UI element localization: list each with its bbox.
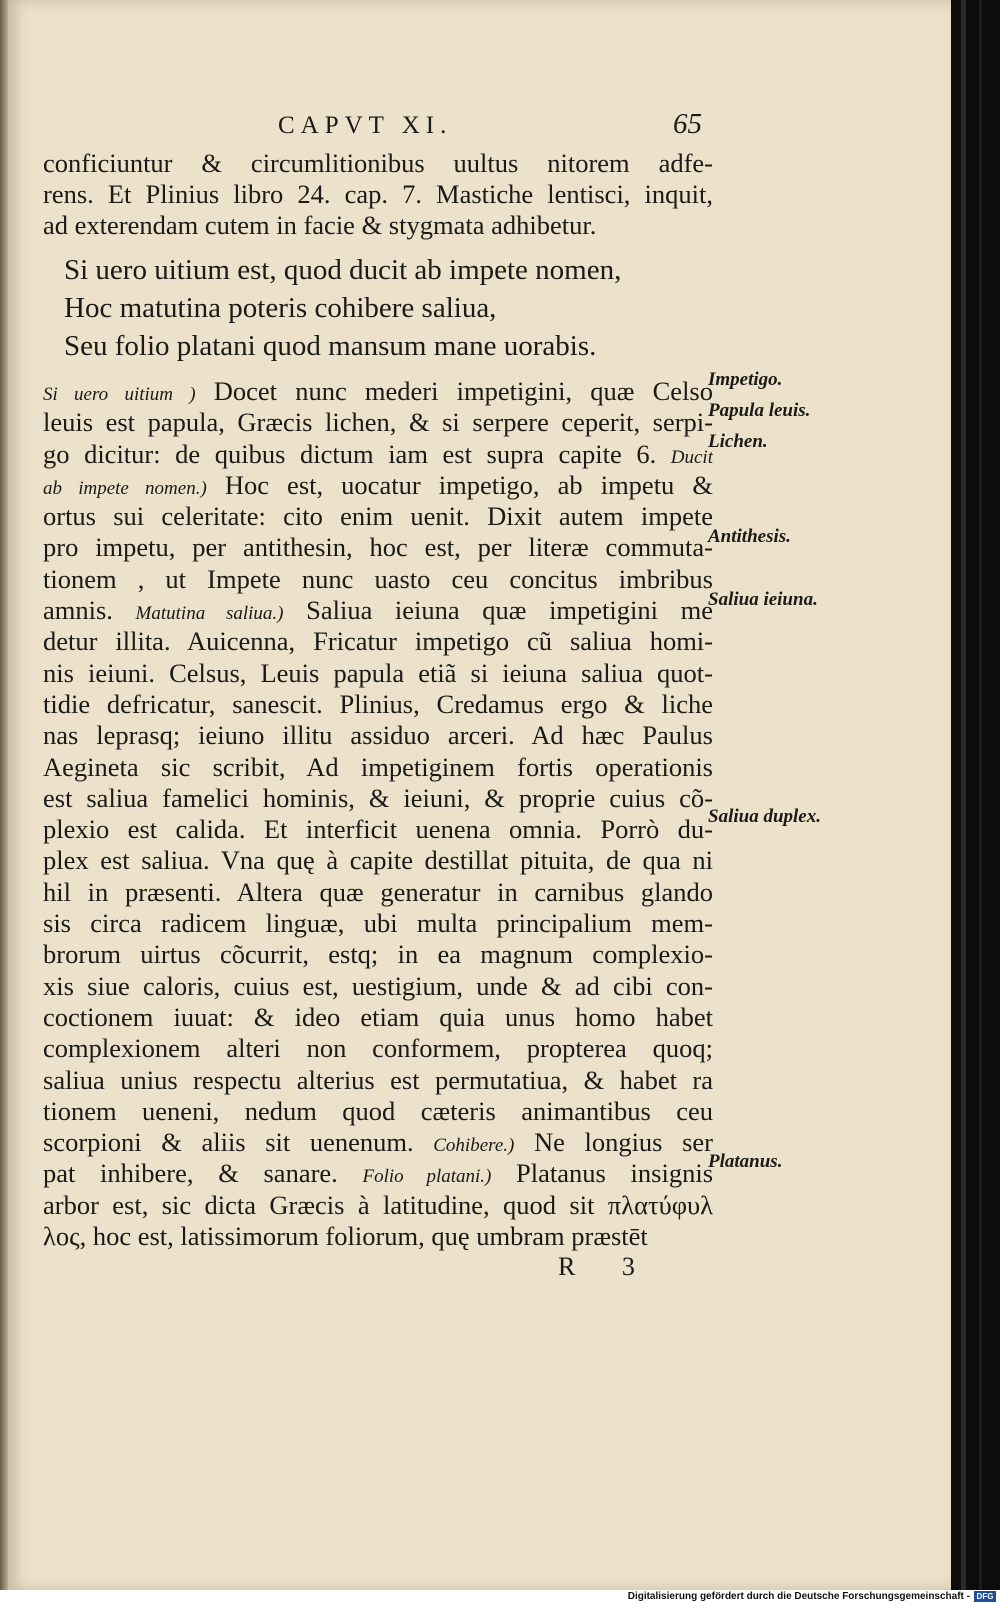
commentary-text: coctionem iuuat: & ideo etiam quia unus homo habet (43, 1001, 713, 1032)
commentary-line (43, 908, 713, 939)
commentary-line (43, 1190, 713, 1221)
lemma: ab impete nomen.) (43, 477, 207, 499)
commentary-line (43, 439, 713, 470)
commentary-line (43, 1002, 713, 1033)
commentary-line (43, 689, 713, 720)
margin-note-papula-leuis: Papula leuis. (708, 400, 811, 421)
prose-line: conficiuntur & circumlitionibus uultus nitorem adfe- (43, 148, 713, 178)
commentary-text: nas leprasq; ieiuno illitu assiduo arceri. Ad hæc Paulus (43, 720, 713, 751)
commentary-text: nis ieiuni. Celsus, Leuis papula etiã si ieiuna saliua quot- (43, 657, 713, 688)
margin-note-saliua-duplex: Saliua duplex. (708, 806, 821, 827)
commentary-text: Docet nunc mederi impetigini, quæ Celso (195, 376, 713, 406)
commentary-text: tionem , ut Impete nunc uasto ceu concitus imbribus (43, 563, 713, 594)
commentary-line (43, 1127, 713, 1158)
commentary-text: plex est saliua. Vna quę à capite destillat pituita, de qua ni (43, 845, 713, 876)
book-page (8, 0, 951, 1590)
commentary-line (43, 1158, 713, 1189)
lemma: Matutina saliua.) (135, 603, 284, 625)
commentary-line (43, 720, 713, 751)
commentary-text: sis circa radicem linguæ, ubi multa principalium mem- (43, 908, 713, 939)
verse-line: Seu folio platani quod mansum mane uorabis. (64, 330, 597, 362)
commentary-paragraph (43, 376, 713, 1252)
commentary-text: plexio est calida. Et interficit uenena omnia. Porrò du- (43, 814, 713, 845)
commentary-text: tionem ueneni, nedum quod cæteris animantibus ceu (43, 1095, 713, 1126)
margin-note-saliua-ieiuna: Saliua ieiuna. (708, 589, 818, 610)
commentary-line (43, 376, 713, 407)
running-title: CAPVT XI. (278, 112, 453, 139)
marginalia-column (708, 0, 858, 1590)
digitization-footer (0, 1590, 1000, 1604)
prose-line: rens. Et Plinius libro 24. cap. 7. Mastiche lentisci, inquit, (43, 179, 713, 209)
commentary-text: go dicitur: de quibus dictum iam est supra capite 6. (43, 438, 671, 469)
dfg-logo: DFG (974, 1591, 996, 1602)
signature-mark: R 3 (558, 1252, 655, 1281)
lemma: Si uero uitium ) (43, 384, 196, 405)
commentary-text: ortus sui celeritate: cito enim uenit. Dixit autem impete (43, 501, 713, 532)
margin-note-impetigo: Impetigo. (708, 369, 783, 390)
funding-credit: Digitalisierung gefördert durch die Deutsche Forschungsgemeinschaft - (627, 1591, 970, 1602)
commentary-line (43, 658, 713, 689)
commentary-text: Saliua ieiuna quæ impetigini me (283, 595, 713, 626)
commentary-text: scorpioni & aliis sit uenenum. (43, 1127, 434, 1158)
commentary-text: Aegineta sic scribit, Ad impetiginem fortis operationis (43, 751, 713, 782)
lemma: Ducit (670, 446, 713, 468)
lemma: Folio platani.) (362, 1166, 492, 1188)
verse-line: Hoc matutina poteris cohibere saliua, (64, 292, 497, 324)
margin-note-lichen: Lichen. (708, 431, 768, 452)
commentary-line (43, 752, 713, 783)
commentary-line (43, 564, 713, 595)
commentary-text: xis siue caloris, cuius est, uestigium, unde & ad cibi con- (43, 970, 713, 1001)
commentary-line (43, 1033, 713, 1064)
commentary-text: leuis est papula, Græcis lichen, & si serpere ceperit, serpi- (43, 407, 713, 438)
commentary-text: hil in præsenti. Altera quæ generatur in carnibus glando (43, 876, 713, 907)
verse-quotation (43, 251, 713, 365)
scanner-frame-edge (951, 0, 1000, 1590)
commentary-text: saliua unius respectu alterius est permutatiua, & habet ra (43, 1064, 713, 1095)
commentary-text: complexionem alteri non conformem, propterea quoq; (43, 1033, 713, 1064)
commentary-text: pro impetu, per antithesin, hoc est, per literæ commuta- (43, 532, 713, 563)
main-text-block (43, 148, 713, 1252)
commentary-line (43, 532, 713, 563)
commentary-line (43, 971, 713, 1002)
verse-line: Si uero uitium est, quod ducit ab impete nomen, (64, 254, 622, 286)
commentary-text: tidie defricatur, sanescit. Plinius, Credamus ergo & liche (43, 688, 713, 719)
commentary-text: Platanus insignis (491, 1158, 713, 1189)
prose-paragraph (43, 148, 713, 241)
commentary-line (43, 783, 713, 814)
commentary-line (43, 877, 713, 908)
commentary-text: detur illita. Auicenna, Fricatur impetigo cũ saliua homi- (43, 626, 713, 657)
commentary-line (43, 845, 713, 876)
commentary-text: Ne longius ser (514, 1127, 713, 1158)
commentary-text: amnis. (43, 595, 136, 626)
commentary-text: Hoc est, uocatur impetigo, ab impetu & (206, 469, 713, 500)
commentary-line (43, 407, 713, 438)
page-number: 65 (673, 108, 702, 140)
margin-note-platanus: Platanus. (708, 1151, 783, 1172)
commentary-text: brorum uirtus cõcurrit, estq; in ea magnum complexio- (43, 939, 713, 970)
lemma: Cohibere.) (433, 1135, 515, 1157)
commentary-text: arbor est, sic dicta Græcis à latitudine, quod sit πλατύφυλ (43, 1189, 713, 1220)
commentary-line (43, 501, 713, 532)
commentary-line (43, 595, 713, 626)
commentary-line (43, 814, 713, 845)
commentary-line (43, 1096, 713, 1127)
commentary-text: λος, hoc est, latissimorum foliorum, quę umbram præstēt (43, 1221, 648, 1252)
commentary-text: pat inhibere, & sanare. (43, 1158, 363, 1189)
commentary-line (43, 1221, 713, 1252)
margin-note-antithesis: Antithesis. (708, 526, 791, 547)
commentary-text: est saliua famelici hominis, & ieiuni, & proprie cuius cõ- (43, 782, 713, 813)
commentary-line (43, 939, 713, 970)
commentary-line (43, 470, 713, 501)
commentary-line (43, 626, 713, 657)
prose-line: ad exterendam cutem in facie & stygmata adhibetur. (43, 210, 597, 240)
commentary-line (43, 1065, 713, 1096)
